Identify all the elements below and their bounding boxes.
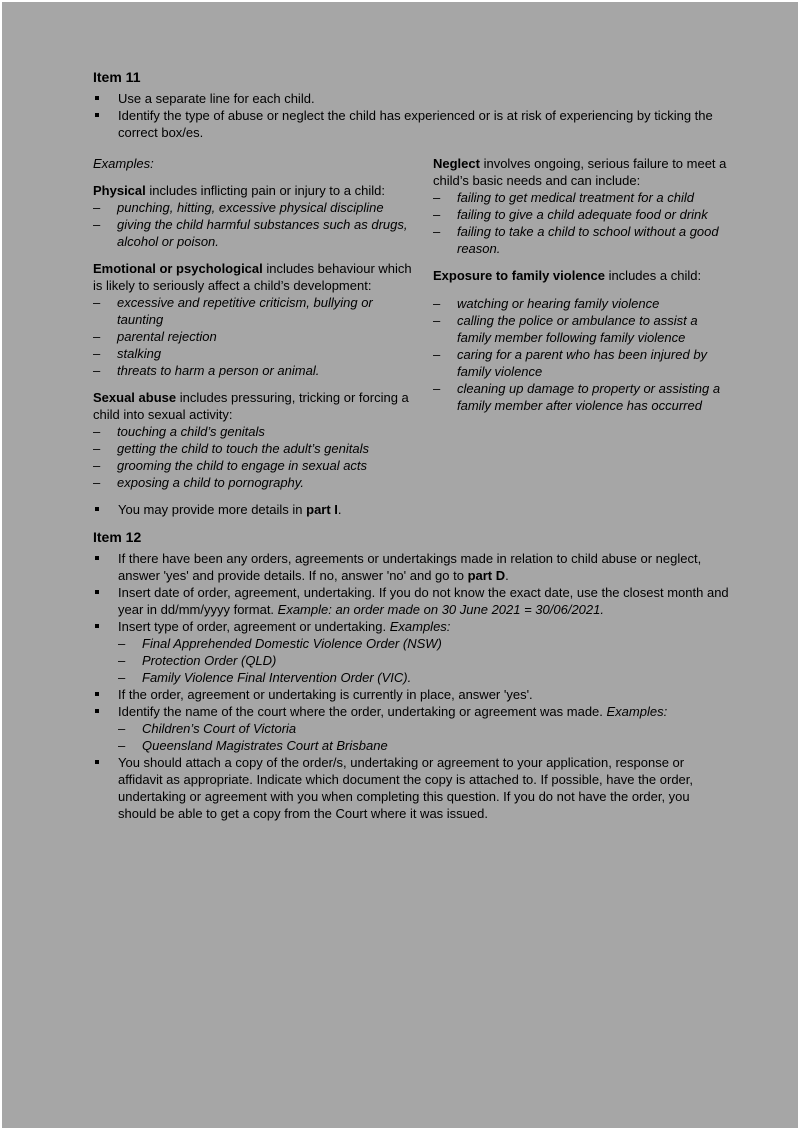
neglect-block [433,155,729,257]
item-11-heading: Item 11 [93,69,141,85]
emotional-definition [93,260,415,294]
item-12-heading: Item 12 [93,529,142,545]
item-12-section [93,528,729,822]
item-12-bullet-1 [93,550,729,584]
exposure-block [433,267,729,414]
sexual-term: Sexual abuse [93,390,177,405]
list-item: – giving the child harmful substances such as drugs, alcohol or poison. [93,216,415,250]
item-12-bullet-3 [93,618,729,686]
sexual-desc: includes pressuring, tricking or forcing a child into sexual activity: [93,390,409,422]
list-item: – Children’s Court of Victoria [118,720,729,737]
sexual-list [93,423,415,491]
emotional-desc: includes behaviour which is likely to seriously affect a child’s development: [93,261,412,293]
court-name-examples [118,720,729,754]
item-12-bullet-4: If the order, agreement or undertaking is currently in place, answer 'yes'. [93,686,729,703]
list-item: – grooming the child to engage in sexual acts [93,457,415,474]
sexual-definition [93,389,415,423]
exposure-definition [433,267,729,284]
list-item: – touching a child’s genitals [93,423,415,440]
list-item: – excessive and repetitive criticism, bullying or taunting [93,294,415,328]
sexual-block [93,389,415,491]
list-item: – parental rejection [93,328,415,345]
list-item: – threats to harm a person or animal. [93,362,415,379]
list-item: – getting the child to touch the adult’s genitals [93,440,415,457]
list-item: – failing to give a child adequate food or drink [433,206,729,223]
more-details-end: . [337,502,342,517]
list-item: – stalking [93,345,415,362]
emotional-term: Emotional or psychological [93,261,263,276]
list-item: – exposing a child to pornography. [93,474,415,491]
item-12-bullet-6: You should attach a copy of the order/s, undertaking or agreement to your application, response or affidavit as appropriate. Indicate which document the copy is attached to. If possible, have the order, undertaking or agreement with you when completing this question. If you do not have the order, you should be able to get a copy from the Court where it was issued. [93,754,729,822]
exposure-list [433,295,729,414]
more-details-text: You may provide more details in [118,502,307,517]
exposure-desc: includes a child: [604,268,702,283]
neglect-definition [433,155,729,189]
item-12-bullet-1-part: part D [467,568,506,583]
exposure-term: Exposure to family violence [433,268,605,283]
item-12-bullet-2-text: Insert date of order, agreement, undertaking. If you do not know the exact date, use the closest month and year in dd/mm/yyyy format. [118,585,729,617]
list-item: – failing to get medical treatment for a child [433,189,729,206]
item-12-bullet-1-text: If there have been any orders, agreements or undertakings made in relation to child abuse or neglect, answer 'yes' and provide details. If no, answer 'no' and go to [118,551,702,583]
physical-desc: includes inflicting pain or injury to a child: [145,183,385,198]
item-12-bullet-5-text: Identify the name of the court where the order, undertaking or agreement was made. [118,704,607,719]
examples-label: Examples: [93,156,154,171]
item-12-bullet-3-examples-label: Examples: [389,619,451,634]
list-item: – watching or hearing family violence [433,295,729,312]
more-details-bullet [93,501,729,518]
examples-left-column [93,155,415,501]
emotional-list [93,294,415,379]
item-11-bullet-2: Identify the type of abuse or neglect the child has experienced or is at risk of experiencing by ticking the correct box/es. [93,107,729,141]
list-item: – Final Apprehended Domestic Violence Order (NSW) [118,635,729,652]
more-details-list [93,501,729,518]
examples-columns [93,155,729,501]
page-content [93,68,729,822]
list-item: – Protection Order (QLD) [118,652,729,669]
list-item: – caring for a parent who has been injured by family violence [433,346,729,380]
more-details-part: part I [306,502,338,517]
item-11-bullet-1: Use a separate line for each child. [93,90,729,107]
emotional-block [93,260,415,379]
neglect-list [433,189,729,257]
list-item: – failing to take a child to school without a good reason. [433,223,729,257]
neglect-term: Neglect [433,156,480,171]
neglect-desc: involves ongoing, serious failure to meet a child’s basic needs and can include: [433,156,727,188]
item-12-bullets [93,550,729,822]
list-item: – calling the police or ambulance to assist a family member following family violence [433,312,729,346]
order-type-examples [118,635,729,686]
item-12-bullet-5-examples-label: Examples: [606,704,668,719]
physical-term: Physical [93,183,146,198]
list-item: – Queensland Magistrates Court at Brisbane [118,737,729,754]
item-11-bullets [93,90,729,141]
item-12-bullet-2-example: Example: an order made on 30 June 2021 = 30/06/2021. [277,602,604,617]
physical-block [93,182,415,250]
document-page [2,2,798,1128]
item-12-bullet-2 [93,584,729,618]
physical-list [93,199,415,250]
item-12-bullet-1-end: . [505,568,509,583]
item-12-bullet-5 [93,703,729,754]
list-item: – cleaning up damage to property or assisting a family member after violence has occurred [433,380,729,414]
list-item: – Family Violence Final Intervention Order (VIC). [118,669,729,686]
physical-definition [93,182,415,199]
list-item: – punching, hitting, excessive physical discipline [93,199,415,216]
examples-right-column [433,155,729,501]
item-12-bullet-3-text: Insert type of order, agreement or undertaking. [118,619,390,634]
